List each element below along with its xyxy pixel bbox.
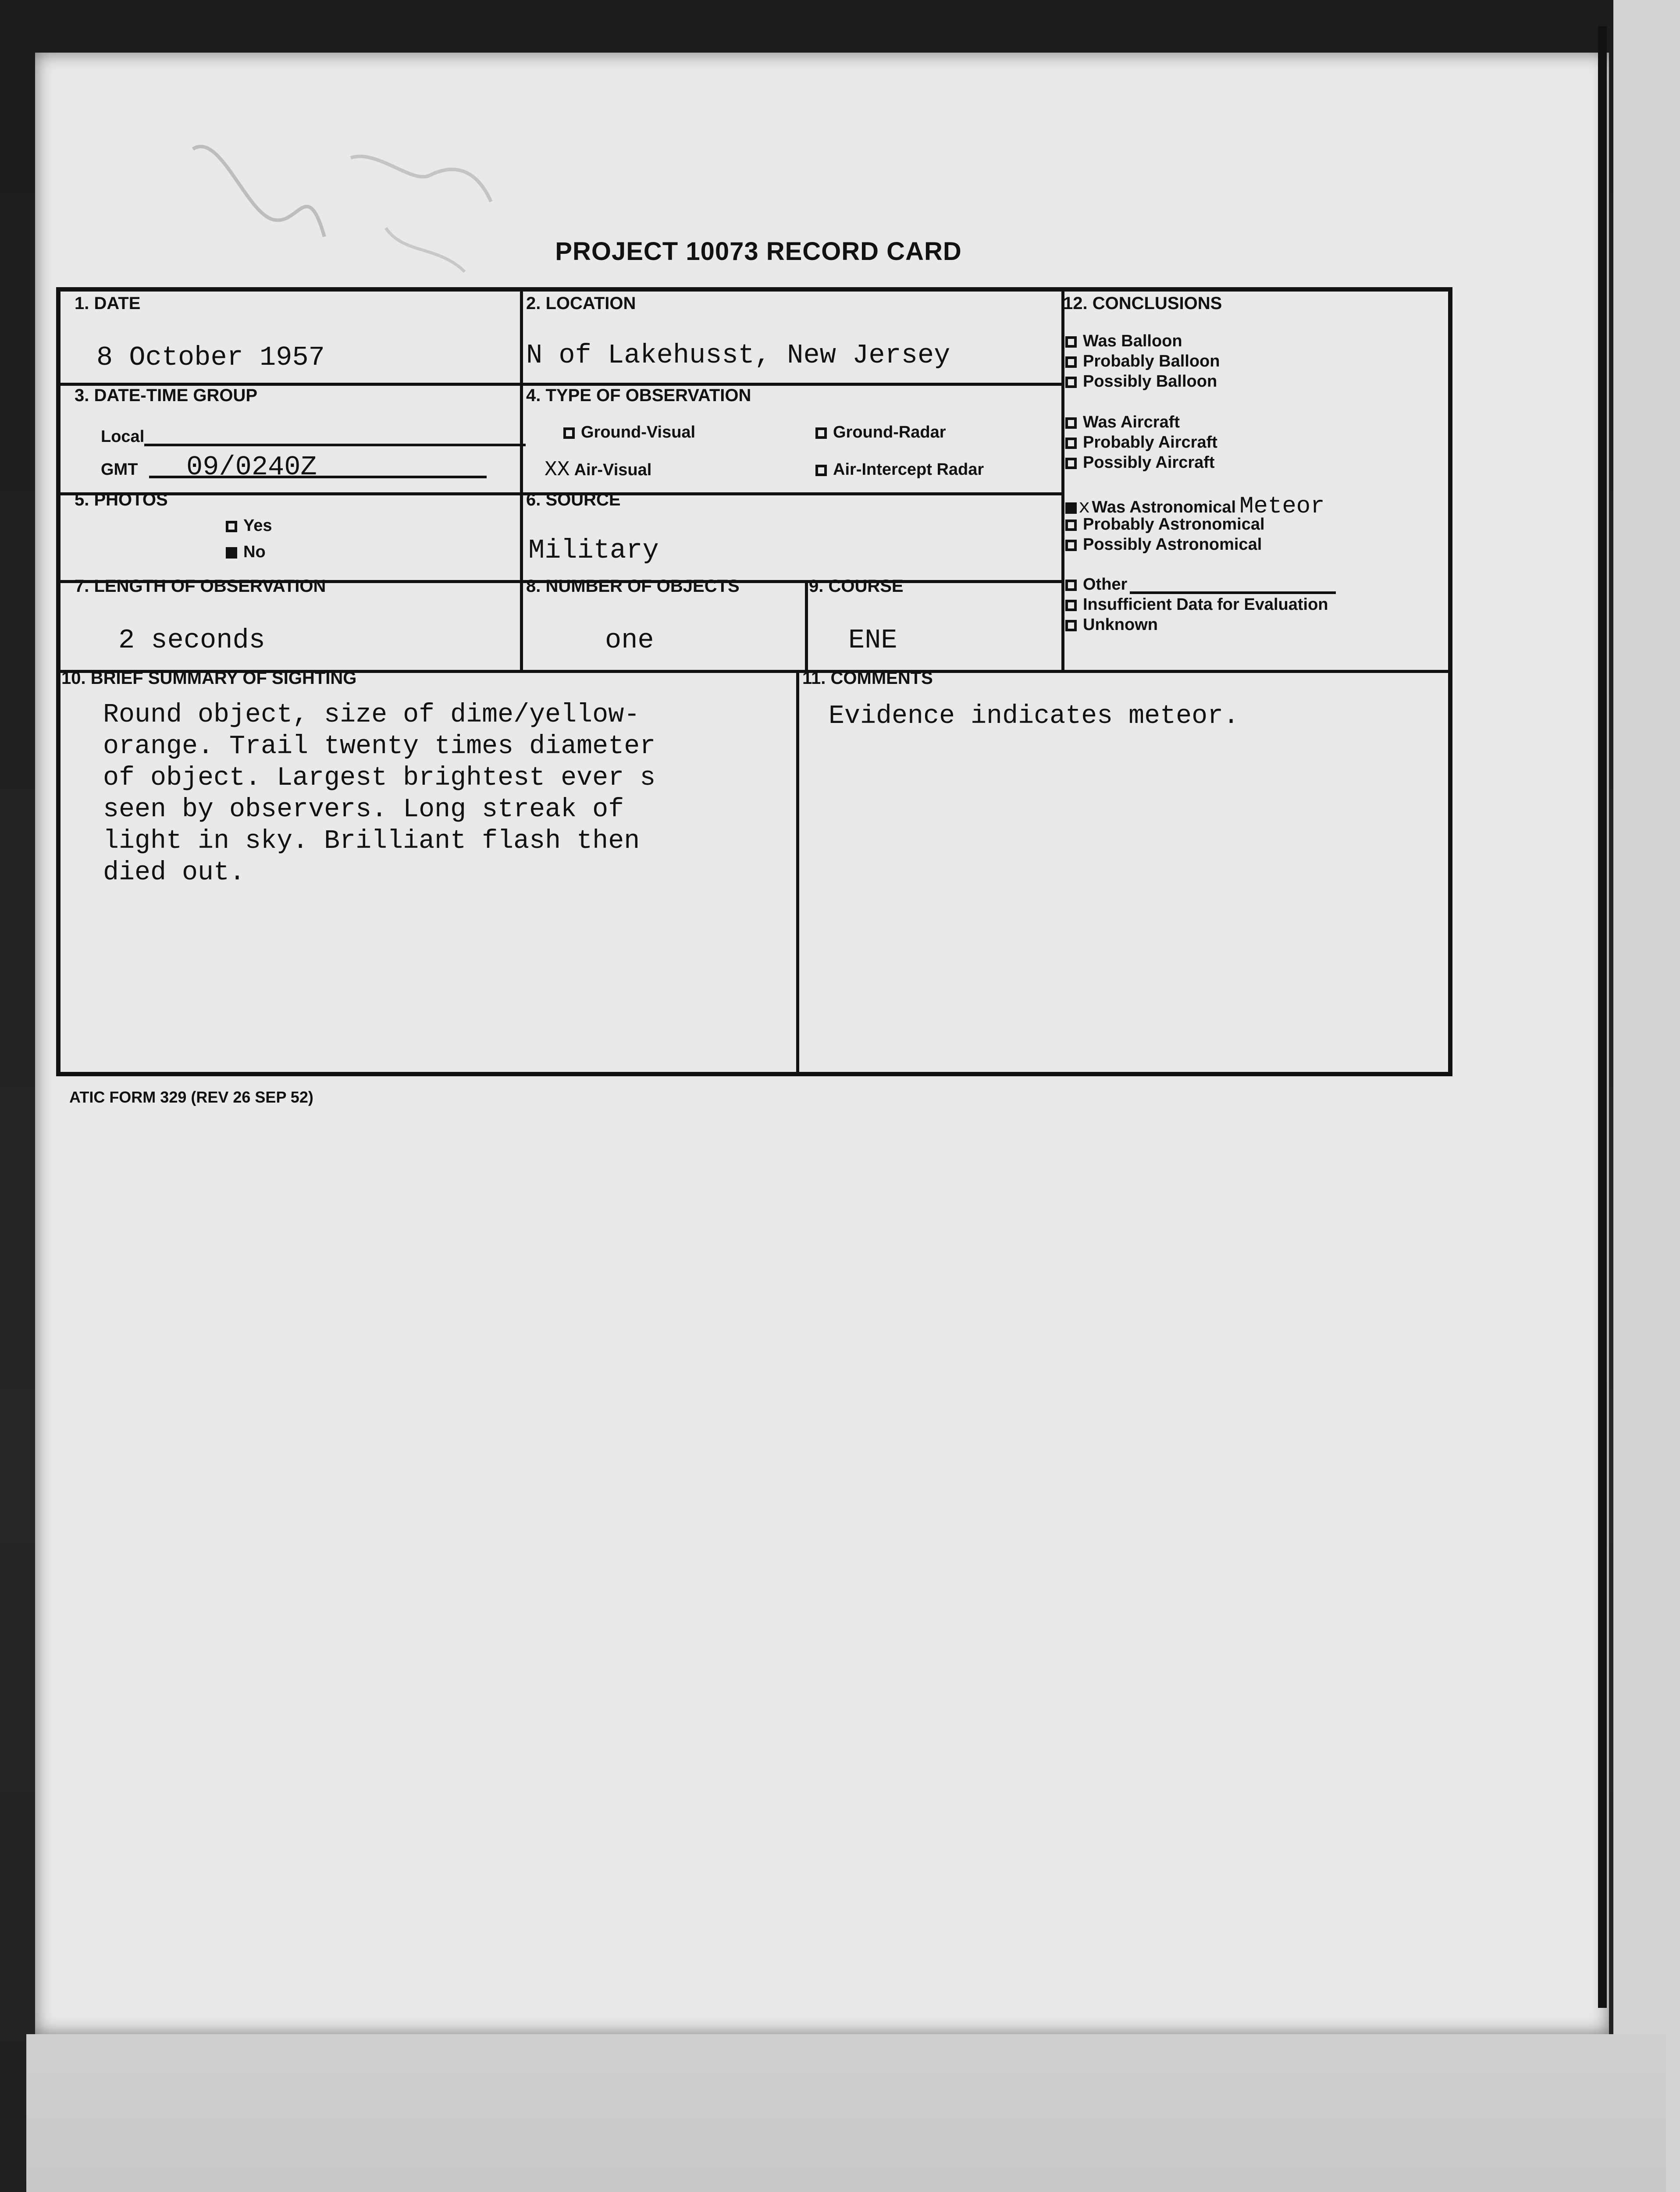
conclusion-probably-balloon[interactable]: Probably Balloon xyxy=(1065,352,1220,371)
date-label: 1. DATE xyxy=(75,294,141,313)
photos-label: 5. PHOTOS xyxy=(75,490,168,509)
conclusion-possibly-astronomical[interactable]: Possibly Astronomical xyxy=(1065,535,1262,554)
checkbox[interactable] xyxy=(1065,417,1077,429)
comments-cell xyxy=(799,673,1448,1072)
obs-option-air-visual[interactable]: XX Air-Visual xyxy=(545,458,652,482)
handwritten-scribble xyxy=(167,123,517,307)
photos-option-yes[interactable]: Yes xyxy=(226,516,272,535)
num-objects-cell xyxy=(523,583,808,673)
conclusion-probably-aircraft[interactable]: Probably Aircraft xyxy=(1065,433,1217,452)
length-value: 2 seconds xyxy=(118,625,265,656)
other-blank xyxy=(1130,591,1336,594)
checkbox[interactable] xyxy=(815,465,827,476)
course-cell xyxy=(808,583,1064,673)
summary-line: Round object, size of dime/yellow- xyxy=(103,700,640,730)
gmt-label: GMT xyxy=(101,460,138,479)
conclusion-was-astronomical[interactable]: x Was Astronomical Meteor xyxy=(1065,493,1325,520)
conclusion-possibly-aircraft[interactable]: Possibly Aircraft xyxy=(1065,453,1215,472)
length-label: 7. LENGTH OF OBSERVATION xyxy=(75,576,326,596)
paper-edge xyxy=(1598,26,1607,2008)
local-blank xyxy=(144,444,526,446)
checkbox[interactable] xyxy=(1065,438,1077,449)
conclusion-unknown[interactable]: Unknown xyxy=(1065,616,1158,634)
checkbox[interactable] xyxy=(1065,377,1077,388)
source-value: Military xyxy=(528,535,659,566)
local-label: Local xyxy=(101,427,145,446)
checkbox[interactable] xyxy=(563,427,575,439)
typed-x-mark: XX xyxy=(545,458,570,482)
checkbox[interactable] xyxy=(815,427,827,439)
conclusion-was-balloon[interactable]: Was Balloon xyxy=(1065,332,1182,351)
photos-option-no[interactable]: No xyxy=(226,543,266,562)
summary-line: light in sky. Brilliant flash then xyxy=(103,826,640,856)
gmt-value: 09/0240Z xyxy=(186,452,317,483)
summary-text xyxy=(103,699,804,889)
checkbox[interactable] xyxy=(1065,336,1077,348)
conclusions-label: 12. CONCLUSIONS xyxy=(1063,294,1222,313)
checkbox-checked[interactable] xyxy=(226,547,237,559)
checkbox[interactable] xyxy=(1065,356,1077,368)
typed-x-mark: x xyxy=(1078,497,1090,519)
num-objects-value: one xyxy=(605,625,654,656)
card-title: PROJECT 10073 RECORD CARD xyxy=(555,237,962,266)
typed-note-meteor: Meteor xyxy=(1239,493,1325,520)
course-value: ENE xyxy=(848,625,897,656)
conclusion-possibly-balloon[interactable]: Possibly Balloon xyxy=(1065,372,1217,391)
location-label: 2. LOCATION xyxy=(526,294,636,313)
checkbox[interactable] xyxy=(1065,540,1077,551)
conclusion-was-aircraft[interactable]: Was Aircraft xyxy=(1065,413,1180,432)
gmt-underline xyxy=(149,476,487,478)
summary-line: of object. Largest brightest ever s xyxy=(103,763,656,793)
observation-type-label: 4. TYPE OF OBSERVATION xyxy=(526,386,751,405)
checkbox[interactable] xyxy=(1065,600,1077,611)
summary-label: 10. BRIEF SUMMARY OF SIGHTING xyxy=(61,669,357,688)
checkbox-checked[interactable] xyxy=(1065,502,1077,514)
checkbox[interactable] xyxy=(1065,620,1077,631)
conclusion-probably-astronomical[interactable]: Probably Astronomical xyxy=(1065,515,1265,534)
num-objects-label: 8. NUMBER OF OBJECTS xyxy=(526,576,740,596)
scan-right-strip xyxy=(1613,0,1680,2192)
comments-value: Evidence indicates meteor. xyxy=(829,701,1239,731)
scan-lower-strip xyxy=(26,2034,1666,2192)
checkbox[interactable] xyxy=(1065,458,1077,469)
obs-option-air-intercept-radar[interactable]: Air-Intercept Radar xyxy=(815,460,984,479)
checkbox[interactable] xyxy=(1065,520,1077,531)
summary-line: died out. xyxy=(103,858,246,888)
local-field xyxy=(101,427,526,446)
obs-option-ground-visual[interactable]: Ground-Visual xyxy=(563,423,695,442)
comments-label: 11. COMMENTS xyxy=(802,669,933,688)
summary-line: orange. Trail twenty times diameter xyxy=(103,732,656,762)
course-label: 9. COURSE xyxy=(809,576,904,596)
gmt-field xyxy=(101,460,138,479)
summary-line: seen by observers. Long streak of xyxy=(103,795,624,825)
form-identifier: ATIC FORM 329 (REV 26 SEP 52) xyxy=(69,1088,313,1106)
checkbox[interactable] xyxy=(226,521,237,532)
obs-option-ground-radar[interactable]: Ground-Radar xyxy=(815,423,946,442)
datetime-label: 3. DATE-TIME GROUP xyxy=(75,386,258,405)
conclusion-other[interactable]: Other xyxy=(1065,575,1336,594)
checkbox[interactable] xyxy=(1065,580,1077,591)
date-value: 8 October 1957 xyxy=(96,342,325,373)
source-label: 6. SOURCE xyxy=(526,490,621,509)
conclusion-insufficient-data[interactable]: Insufficient Data for Evaluation xyxy=(1065,595,1328,614)
location-value: N of Lakehusst, New Jersey xyxy=(526,340,950,371)
